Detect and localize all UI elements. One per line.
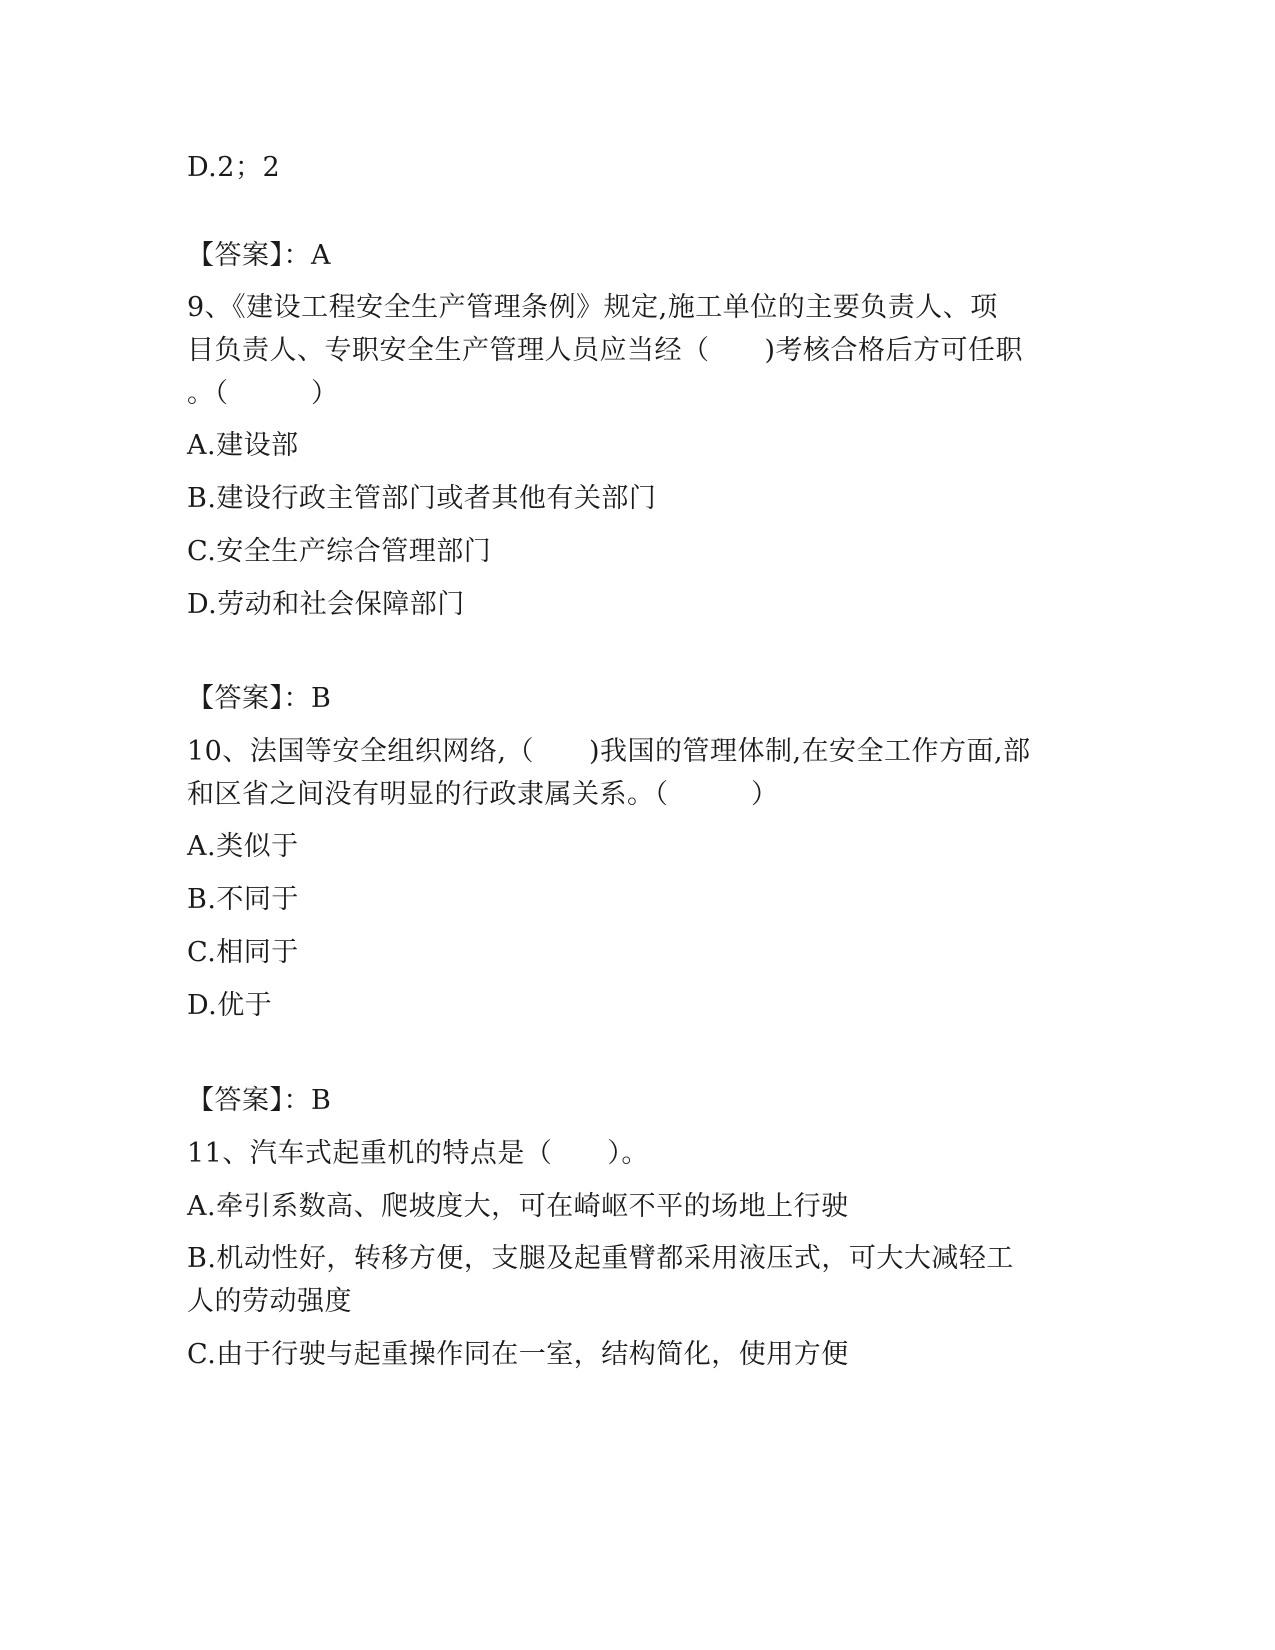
q11-option-c: C.由于行驶与起重操作同在一室，结构简化，使用方便 — [187, 1339, 849, 1370]
q8-answer: 【答案】：A — [187, 240, 331, 271]
q9-option-a: A.建设部 — [187, 430, 299, 461]
q11-option-b-line-2: 人的劳动强度 — [187, 1286, 352, 1317]
q9-stem-line-3: 。（ ） — [187, 378, 339, 409]
q8-option-d: D.2；2 — [187, 152, 281, 183]
q9-stem-line-2: 目负责人、专职安全生产管理人员应当经（ )考核合格后方可任职 — [187, 335, 1024, 366]
q10-option-d: D.优于 — [187, 990, 273, 1021]
q9-stem-line-1: 9、《建设工程安全生产管理条例》规定,施工单位的主要负责人、项 — [187, 292, 998, 323]
q9-option-c: C.安全生产综合管理部门 — [187, 536, 492, 567]
q9-option-b: B.建设行政主管部门或者其他有关部门 — [187, 483, 657, 514]
q10-option-a: A.类似于 — [187, 831, 299, 862]
q9-answer: 【答案】：B — [187, 683, 332, 714]
q11-stem: 11、汽车式起重机的特点是（ ）。 — [187, 1138, 649, 1169]
q10-option-c: C.相同于 — [187, 937, 299, 968]
q10-option-b: B.不同于 — [187, 884, 299, 915]
q11-option-a: A.牵引系数高、爬坡度大，可在崎岖不平的场地上行驶 — [187, 1191, 849, 1222]
q11-option-b-line-1: B.机动性好，转移方便，支腿及起重臂都采用液压式，可大大减轻工 — [187, 1243, 1014, 1274]
q10-answer: 【答案】：B — [187, 1085, 332, 1116]
q9-option-d: D.劳动和社会保障部门 — [187, 589, 465, 620]
q10-stem-line-1: 10、法国等安全组织网络,（ )我国的管理体制,在安全工作方面,部 — [187, 736, 1031, 767]
q10-stem-line-2: 和区省之间没有明显的行政隶属关系。（ ） — [187, 779, 779, 810]
